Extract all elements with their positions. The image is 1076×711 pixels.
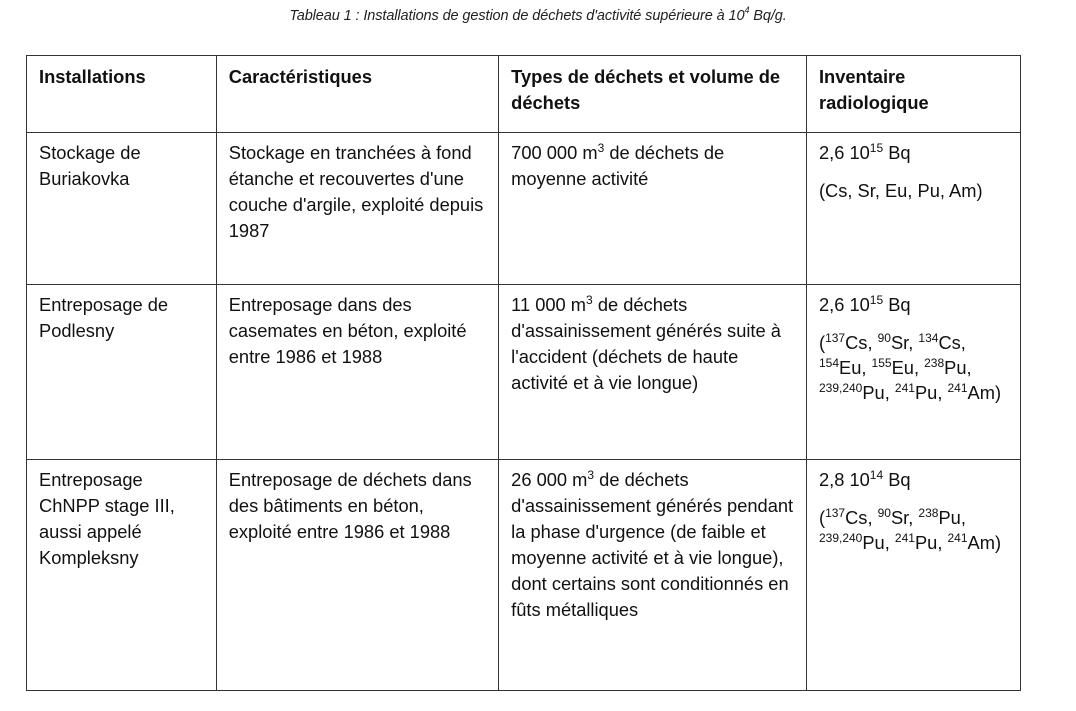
nuclide-mass-number: 239,240 bbox=[818, 531, 863, 545]
nuclide-mass-number: 241 bbox=[947, 531, 968, 545]
nuclide-mass-number: 137 bbox=[825, 506, 846, 520]
header-caracteristiques: Caractéristiques bbox=[216, 56, 498, 133]
nuclide-list: ($^{137}$Cs, $^{90}$Sr, $^{134}$Cs, $^{154}$Eu, $^{155}$Eu, $^{238}$Pu, $^{239,240}$Pu, $^{241}$Pu, $^{241}$Am) bbox=[818, 331, 1002, 403]
nuclide bbox=[947, 382, 994, 403]
table-caption bbox=[0, 5, 1076, 24]
nuclide-element: Cs bbox=[845, 507, 868, 528]
inventory-exponent: 15 bbox=[869, 141, 884, 155]
nuclide-element: Cs bbox=[938, 332, 961, 353]
table-header-row bbox=[27, 56, 1021, 133]
nuclide-element: Eu bbox=[839, 357, 862, 378]
nuclide-element: Cs bbox=[845, 332, 868, 353]
inventory-exponent: 14 bbox=[869, 468, 884, 482]
cell-installation: Stockage de Buriakovka bbox=[27, 133, 217, 285]
volume-description: de déchets d'assainissement générés pendant la phase d'urgence (de faible et moyenne activité et à vie longue), dont certains sont conditionnés en fûts métalliques bbox=[511, 469, 794, 620]
inventory-mantissa: 2,8 10 bbox=[818, 469, 870, 490]
nuclide-element: Am bbox=[967, 532, 995, 553]
inventory-unit: Bq bbox=[883, 142, 911, 163]
header-inventaire: Inventaire radiologique bbox=[806, 56, 1020, 133]
nuclide-mass-number: 238 bbox=[918, 506, 939, 520]
inventory-mantissa: 2,6 10 bbox=[818, 142, 870, 163]
nuclide bbox=[819, 382, 885, 403]
nuclide-mass-number: 134 bbox=[918, 331, 939, 345]
inventory-total bbox=[819, 467, 1010, 493]
table-row bbox=[27, 460, 1021, 691]
nuclide bbox=[825, 332, 867, 353]
nuclide-mass-number: 241 bbox=[947, 381, 968, 395]
nuclide-element: Sr bbox=[890, 332, 909, 353]
nuclide bbox=[872, 357, 914, 378]
cell-volume bbox=[499, 460, 807, 691]
nuclide-element: Pu bbox=[914, 382, 938, 403]
nuclide bbox=[819, 532, 885, 553]
cell-caracteristiques: Entreposage de déchets dans des bâtiments en béton, exploité entre 1986 et 1988 bbox=[216, 460, 498, 691]
volume-exponent: 3 bbox=[586, 293, 593, 307]
cell-caracteristiques: Entreposage dans des casemates en béton, exploité entre 1986 et 1988 bbox=[216, 285, 498, 460]
volume-value: 700 000 m bbox=[511, 142, 598, 163]
nuclide-element: Pu bbox=[862, 532, 885, 553]
nuclide bbox=[878, 332, 909, 353]
cell-inventaire bbox=[806, 285, 1020, 460]
header-types-volume: Types de déchets et volume de déchets bbox=[499, 56, 807, 133]
cell-volume bbox=[499, 285, 807, 460]
inventory-total bbox=[819, 292, 1010, 318]
waste-facilities-table bbox=[26, 55, 1021, 691]
nuclide-element: Pu bbox=[914, 532, 938, 553]
volume-exponent: 3 bbox=[587, 468, 595, 482]
nuclide bbox=[924, 357, 966, 378]
nuclide-mass-number: 239,240 bbox=[818, 381, 863, 395]
volume-exponent: 3 bbox=[597, 141, 605, 155]
cell-caracteristiques: Stockage en tranchées à fond étanche et recouvertes d'une couche d'argile, exploité depuis 1987 bbox=[216, 133, 498, 285]
nuclide-element: Pu bbox=[938, 507, 961, 528]
nuclide bbox=[819, 357, 861, 378]
inventory-unit: Bq bbox=[883, 294, 911, 315]
inventory-mantissa: 2,6 10 bbox=[818, 294, 870, 315]
nuclide-element: Sr bbox=[890, 507, 909, 528]
volume-description: de déchets d'assainissement générés suite à l'accident (déchets de haute activité et à vie longue) bbox=[511, 294, 781, 393]
nuclide-list: ($^{137}$Cs, $^{90}$Sr, $^{238}$Pu, $^{239,240}$Pu, $^{241}$Pu, $^{241}$Am) bbox=[818, 506, 1002, 553]
nuclide-mass-number: 241 bbox=[894, 531, 915, 545]
nuclide bbox=[918, 332, 960, 353]
nuclide-mass-number: 238 bbox=[924, 356, 945, 370]
cell-volume bbox=[499, 133, 807, 285]
nuclide-element: Pu bbox=[862, 382, 885, 403]
nuclide-mass-number: 90 bbox=[877, 506, 891, 520]
cell-installation: Entreposage de Podlesny bbox=[27, 285, 217, 460]
nuclide-element: Pu bbox=[944, 357, 967, 378]
nuclide-mass-number: 155 bbox=[871, 356, 892, 370]
cell-inventaire bbox=[806, 133, 1020, 285]
caption-unit: Bq/g. bbox=[749, 8, 787, 24]
inventory-total bbox=[819, 140, 1010, 166]
inventory-unit: Bq bbox=[883, 469, 911, 490]
nuclide bbox=[895, 532, 937, 553]
header-installations: Installations bbox=[27, 56, 217, 133]
nuclide-mass-number: 241 bbox=[894, 381, 915, 395]
nuclide bbox=[895, 382, 937, 403]
nuclide-list: (Cs, Sr, Eu, Pu, Am) bbox=[818, 180, 983, 201]
cell-installation: Entreposage ChNPP stage III, aussi appelé Kompleksny bbox=[27, 460, 217, 691]
nuclide-mass-number: 90 bbox=[877, 331, 891, 345]
nuclide-element: Am bbox=[967, 382, 995, 403]
table-row bbox=[27, 133, 1021, 285]
caption-exponent: 4 bbox=[744, 5, 750, 15]
caption-text: Tableau 1 : Installations de gestion de déchets d'activité supérieure à 10 bbox=[289, 8, 745, 24]
nuclide bbox=[947, 532, 994, 553]
volume-value: 26 000 m bbox=[511, 469, 588, 490]
nuclide-mass-number: 137 bbox=[825, 331, 846, 345]
nuclide bbox=[918, 507, 960, 528]
nuclide-mass-number: 154 bbox=[818, 356, 839, 370]
nuclide bbox=[825, 507, 867, 528]
nuclide bbox=[878, 507, 909, 528]
volume-value: 11 000 m bbox=[511, 294, 587, 315]
inventory-exponent: 15 bbox=[869, 293, 884, 307]
cell-inventaire bbox=[806, 460, 1020, 691]
volume-description: de déchets de moyenne activité bbox=[511, 142, 725, 189]
table-row bbox=[27, 285, 1021, 460]
nuclide-element: Eu bbox=[891, 357, 914, 378]
